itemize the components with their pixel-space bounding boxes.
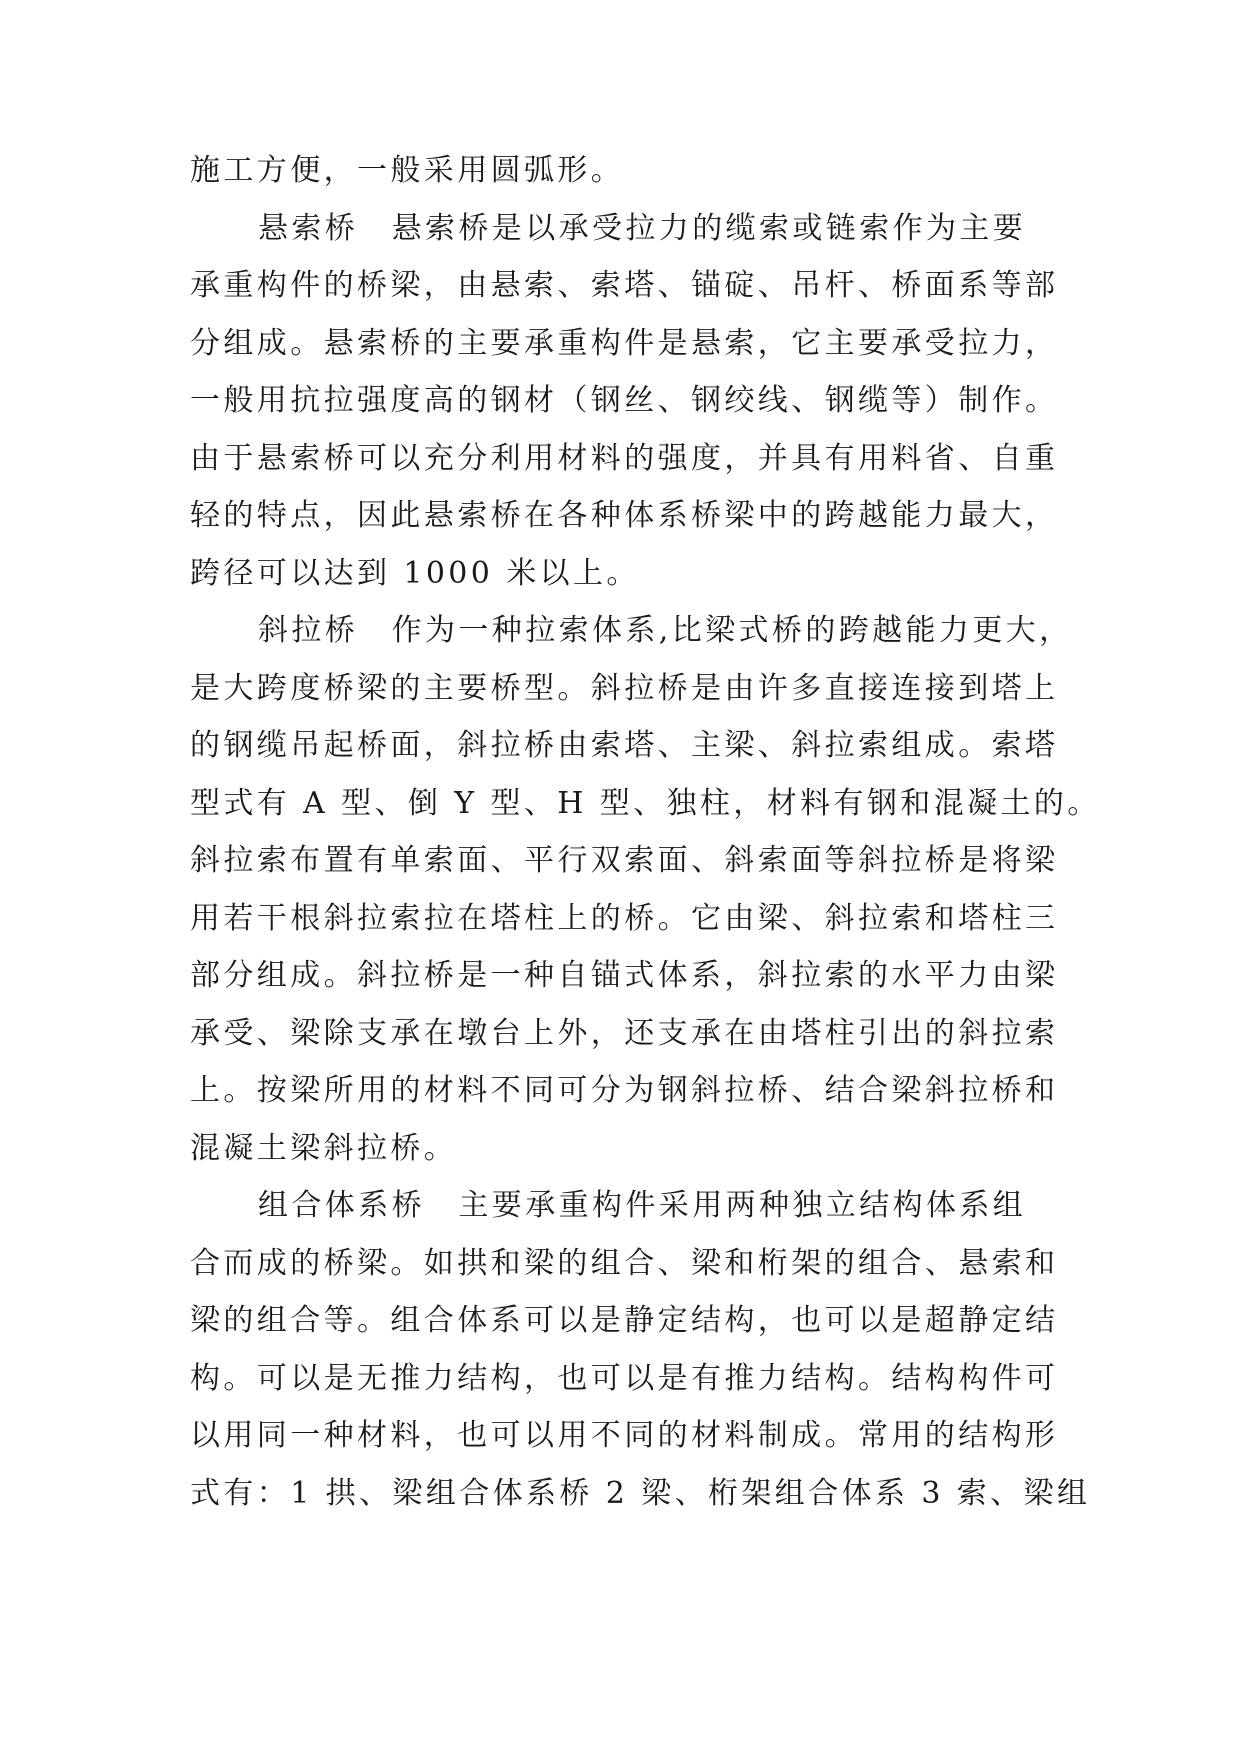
text-line: 上。按梁所用的材料不同可分为钢斜拉桥、结合梁斜拉桥和: [190, 1073, 1059, 1108]
text-line: 型式有 A 型、倒 Y 型、H 型、独柱，材料有钢和混凝土的。: [190, 785, 1101, 821]
text-line: 跨径可以达到 1000 米以上。: [190, 555, 640, 591]
text-line: 部分组成。斜拉桥是一种自锚式体系，斜拉索的水平力由梁: [190, 958, 1059, 993]
text-line: 承重构件的桥梁，由悬索、索塔、锚碇、吊杆、桥面系等部: [190, 268, 1059, 303]
paragraph-first-line: 斜拉桥 作为一种拉索体系,比梁式桥的跨越能力更大，: [258, 613, 1073, 648]
text-line: 一般用抗拉强度高的钢材（钢丝、钢绞线、钢缆等）制作。: [190, 383, 1059, 418]
text-line: 施工方便，一般采用圆弧形。: [190, 153, 625, 188]
body-text: [190, 142, 1101, 1522]
text-line: 承受、梁除支承在墩台上外，还支承在由塔柱引出的斜拉索: [190, 1015, 1059, 1051]
text-line: 合而成的桥梁。如拱和梁的组合、梁和桁架的组合、悬索和: [190, 1245, 1059, 1281]
text-line: 是大跨度桥梁的主要桥型。斜拉桥是由许多直接连接到塔上: [190, 670, 1059, 706]
text-line: 式有：1 拱、梁组合体系桥 2 梁、桁架组合体系 3 索、梁组: [190, 1475, 1091, 1511]
text-line: 的钢缆吊起桥面，斜拉桥由索塔、主梁、斜拉索组成。索塔: [190, 728, 1059, 763]
text-line: 分组成。悬索桥的主要承重构件是悬索，它主要承受拉力，: [190, 325, 1059, 361]
text-line: 轻的特点，因此悬索桥在各种体系桥梁中的跨越能力最大，: [190, 498, 1059, 533]
text-line: 由于悬索桥可以充分利用材料的强度，并具有用料省、自重: [190, 440, 1059, 476]
text-line: 斜拉索布置有单索面、平行双索面、斜索面等斜拉桥是将梁: [190, 843, 1059, 878]
text-line: 构。可以是无推力结构，也可以是有推力结构。结构构件可: [190, 1360, 1059, 1396]
paragraph-first-line: 组合体系桥 主要承重构件采用两种独立结构体系组: [258, 1188, 1027, 1223]
text-line: 混凝土梁斜拉桥。: [190, 1130, 458, 1166]
text-line: 以用同一种材料，也可以用不同的材料制成。常用的结构形: [190, 1418, 1059, 1453]
paragraph-first-line: 悬索桥 悬索桥是以承受拉力的缆索或链索作为主要: [258, 210, 1027, 246]
text-line: 用若干根斜拉索拉在塔柱上的桥。它由梁、斜拉索和塔柱三: [190, 900, 1059, 936]
text-line: 梁的组合等。组合体系可以是静定结构，也可以是超静定结: [190, 1303, 1059, 1338]
